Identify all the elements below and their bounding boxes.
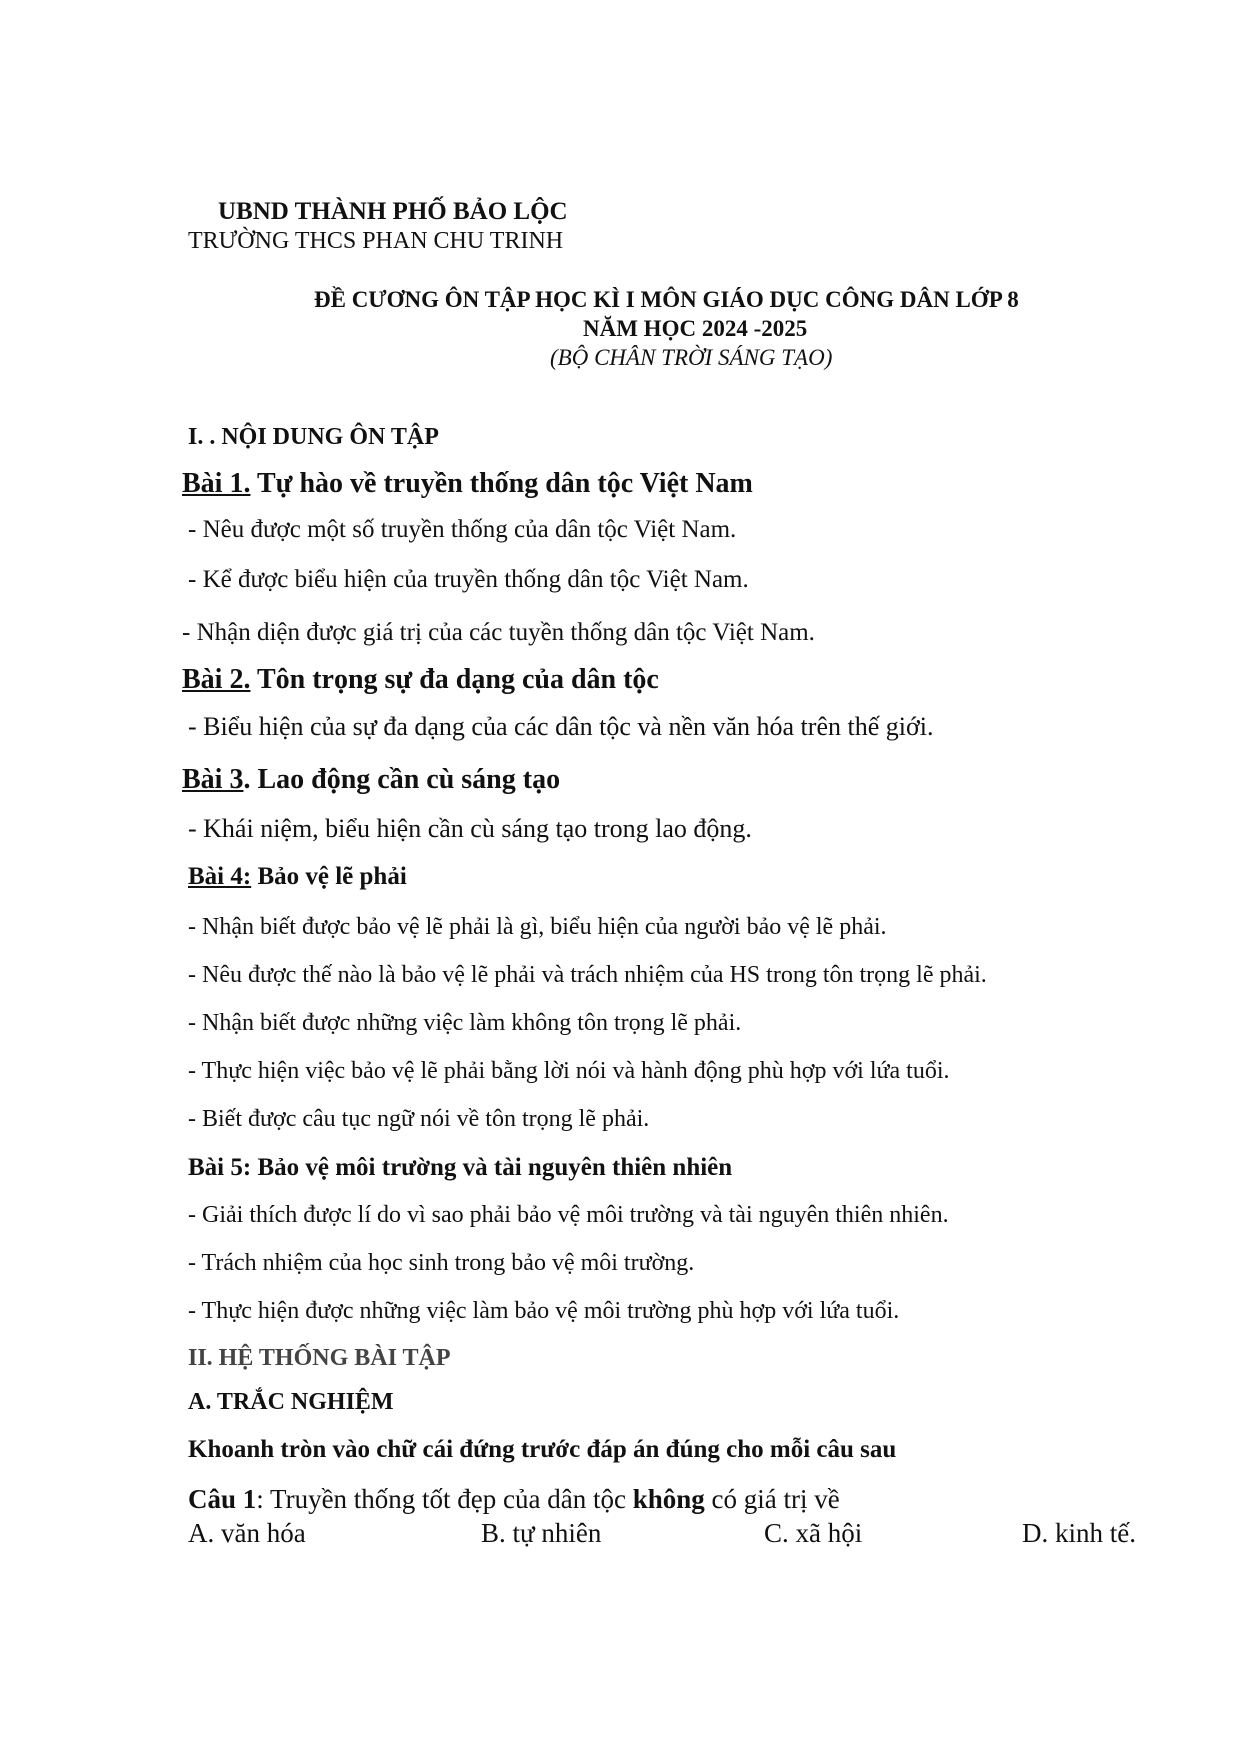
lesson-4-label: Bài 4: [188,863,252,890]
instruction: Khoanh tròn vào chữ cái đứng trước đáp án đúng cho mỗi câu sau [188,1436,897,1463]
question-1-emphasis: không [632,1484,705,1514]
question-1-option-c: C. xã hội [764,1518,863,1548]
lesson-4-item: - Nhận biết được bảo vệ lẽ phải là gì, biểu hiện của người bảo vệ lẽ phải. [188,914,887,940]
school-year: NĂM HỌC 2024 -2025 [583,316,808,341]
question-1-option-b: B. tự nhiên [481,1518,602,1548]
lesson-1-item: - Nêu được một số truyền thống của dân tộc Việt Nam. [188,516,737,543]
lesson-5-item: - Giải thích được lí do vì sao phải bảo vệ môi trường và tài nguyên thiên nhiên. [188,1202,949,1228]
section-1-heading: I. . NỘI DUNG ÔN TẬP [188,424,439,450]
lesson-4-title: Bảo vệ lẽ phải [251,863,407,890]
lesson-2-heading [182,664,659,696]
lesson-4-heading [188,863,407,891]
lesson-5-label: Bài 5: [188,1154,252,1181]
lesson-4-item: - Nhận biết được những việc làm không tôn trọng lẽ phải. [188,1010,742,1036]
lesson-2-item: - Biểu hiện của sự đa dạng của các dân tộc và nền văn hóa trên thế giới. [188,712,934,741]
school-name: TRƯỜNG THCS PHAN CHU TRINH [188,228,564,254]
lesson-1-title: Tự hào về truyền thống dân tộc Việt Nam [250,468,753,499]
lesson-1-item: - Kể được biểu hiện của truyền thống dân tộc Việt Nam. [188,566,749,593]
lesson-4-item: - Biết được câu tục ngữ nói về tôn trọng lẽ phải. [188,1106,650,1132]
question-1 [188,1484,840,1515]
lesson-1-label: Bài 1. [182,468,251,499]
question-1-option-d: D. kinh tế. [1022,1518,1136,1548]
lesson-3-item: - Khái niệm, biểu hiện cần cù sáng tạo trong lao động. [188,814,752,843]
book-series: (BỘ CHÂN TRỜI SÁNG TẠO) [550,345,833,370]
lesson-1-heading [182,468,753,500]
lesson-3-heading [182,764,560,796]
org-name: UBND THÀNH PHỐ BẢO LỘC [218,198,568,225]
lesson-5-heading [188,1154,732,1182]
lesson-3-title: . Lao động cần cù sáng tạo [243,764,561,795]
lesson-2-label: Bài 2. [182,664,251,695]
lesson-3-label: Bài 3 [182,764,244,795]
doc-title: ĐỀ CƯƠNG ÔN TẬP HỌC KÌ I MÔN GIÁO DỤC CÔNG DÂN LỚP 8 [314,287,1019,312]
question-1-label: Câu 1 [188,1484,257,1514]
lesson-5-item: - Thực hiện được những việc làm bảo vệ môi trường phù hợp với lứa tuổi. [188,1298,900,1324]
lesson-2-title: Tôn trọng sự đa dạng của dân tộc [250,664,659,695]
lesson-1-item: - Nhận diện được giá trị của các tuyền thống dân tộc Việt Nam. [182,619,815,646]
question-1-text-after: có giá trị về [704,1484,840,1514]
lesson-4-item: - Nêu được thế nào là bảo vệ lẽ phải và trách nhiệm của HS trong tôn trọng lẽ phải. [188,962,987,988]
question-1-option-a: A. văn hóa [188,1518,306,1548]
question-1-text-before: : Truyền thống tốt đẹp của dân tộc [256,1484,633,1514]
lesson-4-item: - Thực hiện việc bảo vệ lẽ phải bằng lời nói và hành động phù hợp với lứa tuổi. [188,1058,950,1084]
lesson-5-item: - Trách nhiệm của học sinh trong bảo vệ môi trường. [188,1250,695,1276]
lesson-5-title: Bảo vệ môi trường và tài nguyên thiên nhiên [251,1154,733,1181]
section-2a-heading: A. TRẮC NGHIỆM [188,1389,394,1415]
section-2-heading: II. HỆ THỐNG BÀI TẬP [188,1345,451,1371]
